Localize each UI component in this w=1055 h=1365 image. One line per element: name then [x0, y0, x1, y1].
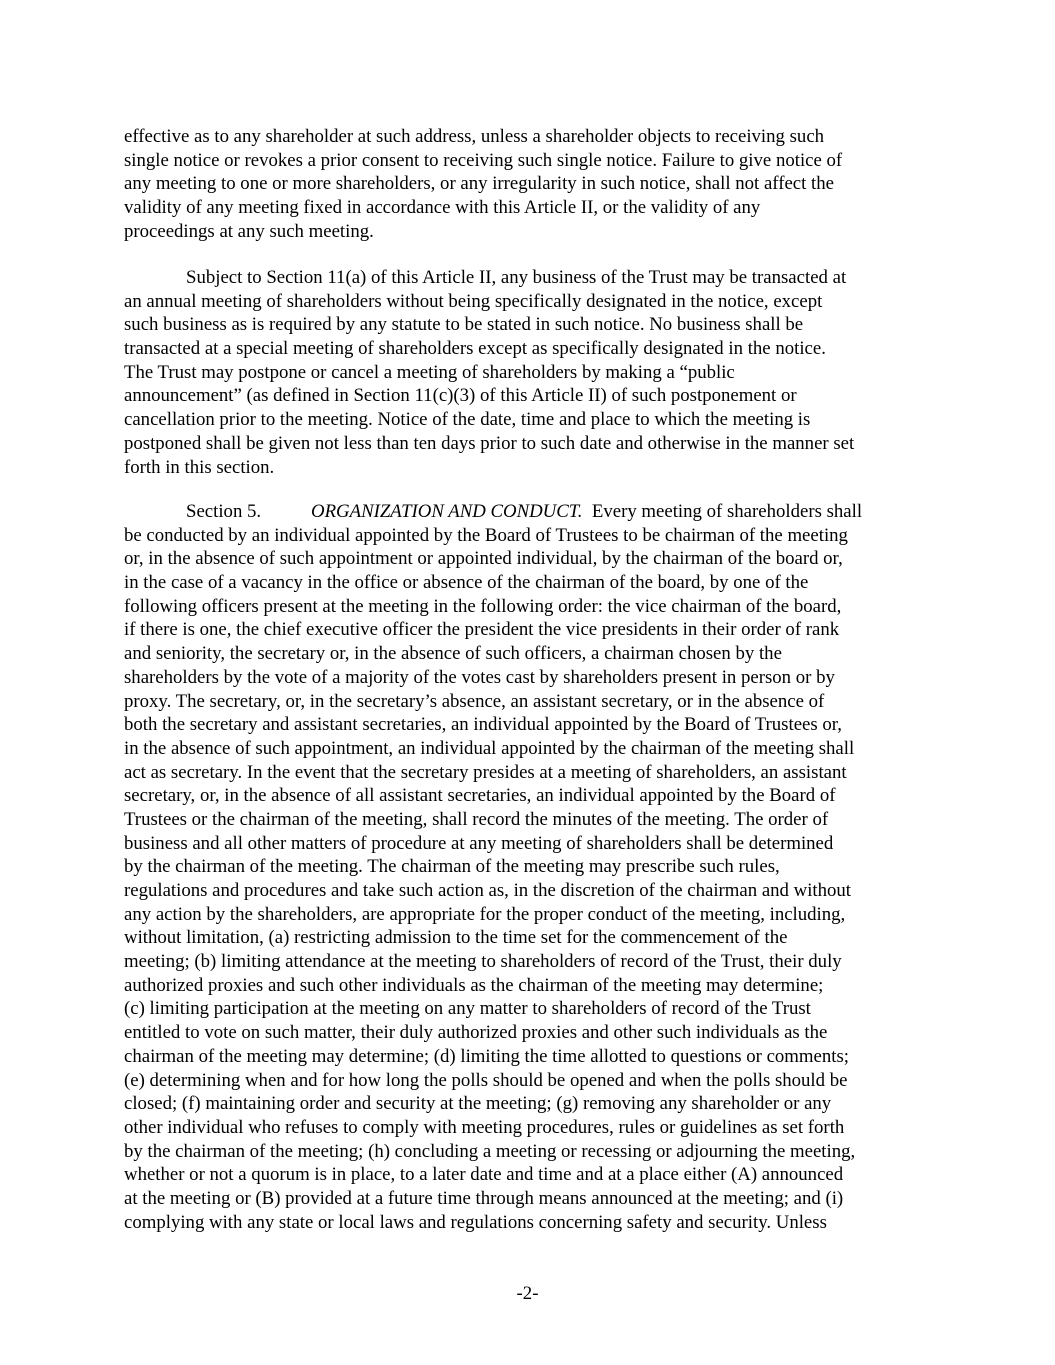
text-line: other individual who refuses to comply with meeting procedures, rules or guidelines as set forth	[124, 1116, 845, 1138]
text-line: following officers present at the meeting in the following order: the vice chairman of the board,	[124, 595, 842, 617]
text-line: The Trust may postpone or cancel a meeting of shareholders by making a “public	[124, 361, 735, 383]
text-line: effective as to any shareholder at such address, unless a shareholder objects to receiving such	[124, 126, 825, 147]
text-line: secretary, or, in the absence of all assistant secretaries, an individual appointed by the Board of	[124, 785, 836, 807]
text-line: entitled to vote on such matter, their duly authorized proxies and other such individuals as the	[124, 1022, 828, 1044]
text-line: an annual meeting of shareholders without being specifically designated in the notice, except	[124, 290, 823, 312]
paragraph-notice-effectiveness	[124, 125, 936, 243]
text-line: shareholders by the vote of a majority of the votes cast by shareholders present in person or by	[124, 666, 835, 688]
section-number: Section 5.	[186, 501, 262, 522]
text-line: act as secretary. In the event that the secretary presides at a meeting of shareholders, an assistant	[124, 761, 847, 783]
text-line: postponed shall be given not less than ten days prior to such date and otherwise in the manner set	[124, 432, 855, 454]
text-line: proceedings at any such meeting.	[124, 220, 374, 242]
section-first-line-text: Every meeting of shareholders shall	[591, 501, 863, 522]
text-line: Trustees or the chairman of the meeting, shall record the minutes of the meeting. The order of	[124, 808, 829, 830]
text-line: cancellation prior to the meeting. Notice of the date, time and place to which the meeting is	[124, 409, 811, 431]
text-line: and seniority, the secretary or, in the absence of such officers, a chairman chosen by the	[124, 643, 782, 665]
text-line: closed; (f) maintaining order and security at the meeting; (g) removing any shareholder or any	[124, 1093, 832, 1115]
text-line: in the absence of such appointment, an individual appointed by the chairman of the meeting shall	[124, 737, 855, 759]
text-line: without limitation, (a) restricting admission to the time set for the commencement of the	[124, 927, 788, 949]
text-line: business and all other matters of procedure at any meeting of shareholders shall be determined	[124, 832, 834, 854]
text-line: Subject to Section 11(a) of this Article II, any business of the Trust may be transacted at	[186, 267, 847, 288]
text-line: at the meeting or (B) provided at a future time through means announced at the meeting; and (i)	[124, 1187, 844, 1209]
text-line: by the chairman of the meeting; (h) concluding a meeting or recessing or adjourning the meeting,	[124, 1140, 856, 1162]
text-line: regulations and procedures and take such action as, in the discretion of the chairman and without	[124, 880, 852, 901]
paragraph-business-transacted	[124, 266, 936, 479]
section-5-organization-and-conduct	[124, 500, 936, 1234]
text-line: validity of any meeting fixed in accordance with this Article II, or the validity of any	[124, 197, 761, 219]
section-heading-line	[124, 500, 936, 524]
text-line: be conducted by an individual appointed by the Board of Trustees to be chairman of the meeting	[124, 524, 848, 546]
text-line: authorized proxies and such other individuals as the chairman of the meeting may determine;	[124, 974, 824, 996]
text-line: by the chairman of the meeting. The chairman of the meeting may prescribe such rules,	[124, 856, 780, 878]
text-line: if there is one, the chief executive officer the president the vice presidents in their order of rank	[124, 619, 840, 641]
text-line: whether or not a quorum is in place, to a later date and time and at a place either (A) announced	[124, 1164, 844, 1186]
text-line: any meeting to one or more shareholders, or any irregularity in such notice, shall not affect the	[124, 173, 834, 195]
text-line: (e) determining when and for how long the polls should be opened and when the polls should be	[124, 1069, 848, 1091]
text-line: (c) limiting participation at the meeting on any matter to shareholders of record of the Trust	[124, 998, 811, 1020]
text-line: or, in the absence of such appointment or appointed individual, by the chairman of the board or,	[124, 548, 843, 570]
text-line: both the secretary and assistant secretaries, an individual appointed by the Board of Trustees or,	[124, 714, 842, 736]
page-number: -2-	[516, 1283, 539, 1304]
text-line: transacted at a special meeting of shareholders except as specifically designated in the notice.	[124, 338, 826, 360]
text-line: forth in this section.	[124, 456, 275, 478]
section-title: ORGANIZATION AND CONDUCT.	[311, 501, 583, 522]
text-line: any action by the shareholders, are appropriate for the proper conduct of the meeting, including,	[124, 903, 846, 925]
text-line: such business as is required by any statute to be stated in such notice. No business shall be	[124, 314, 804, 336]
text-line: complying with any state or local laws and regulations concerning safety and security. Unless	[124, 1211, 827, 1233]
text-line: in the case of a vacancy in the office or absence of the chairman of the board, by one of the	[124, 572, 809, 594]
text-line: meeting; (b) limiting attendance at the meeting to shareholders of record of the Trust, their duly	[124, 951, 842, 973]
text-line: proxy. The secretary, or, in the secretary’s absence, an assistant secretary, or in the absence of	[124, 690, 825, 712]
text-line: announcement” (as defined in Section 11(c)(3) of this Article II) of such postponement or	[124, 385, 797, 407]
text-line: chairman of the meeting may determine; (d) limiting the time allotted to questions or comments;	[124, 1045, 849, 1067]
text-line: single notice or revokes a prior consent to receiving such single notice. Failure to give notice of	[124, 149, 843, 171]
